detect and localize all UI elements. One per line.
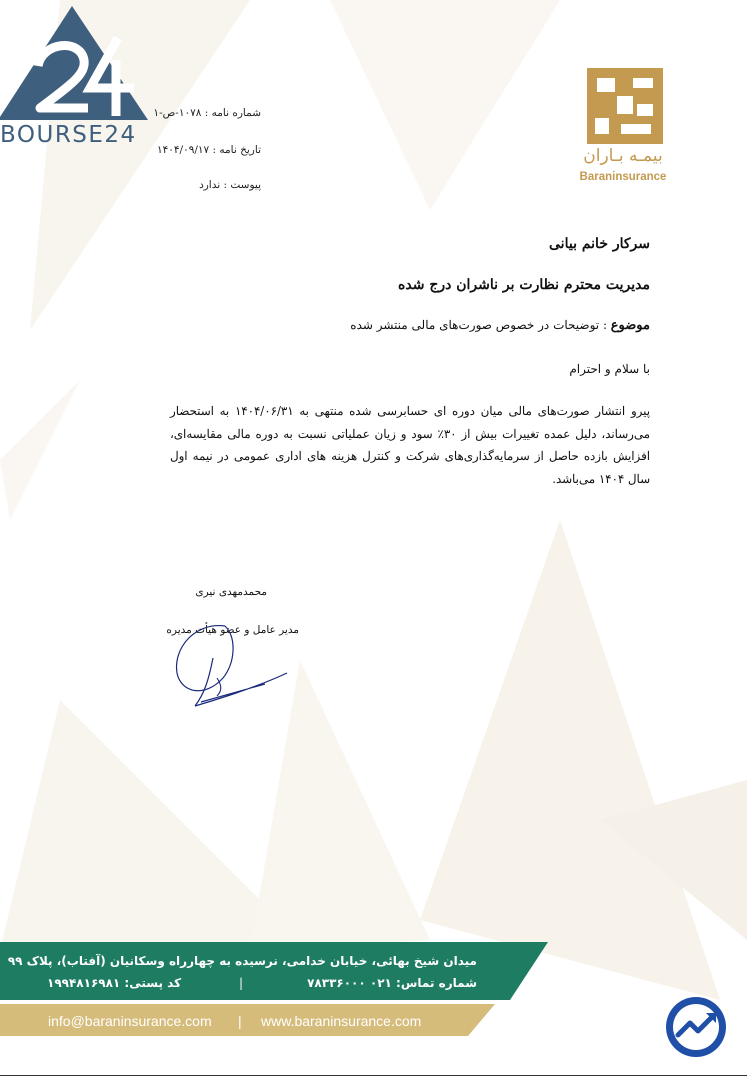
letter-attachment: پیوست : ندارد xyxy=(199,179,261,191)
footer-separator: | xyxy=(239,976,244,990)
handwritten-signature xyxy=(165,618,295,713)
footer-email: info@baraninsurance.com xyxy=(48,1013,212,1029)
recipient: سرکار خانم بیانی xyxy=(549,236,650,252)
subject-label: موضوع xyxy=(610,318,650,333)
bourse24-wordmark: BOURSE24 xyxy=(0,122,137,148)
footer-website: www.baraninsurance.com xyxy=(261,1013,422,1029)
company-name-fa: بیمـه بـاران xyxy=(583,146,663,166)
letter-date: تاریخ نامه : ۱۴۰۴/۰۹/۱۷ xyxy=(156,144,261,156)
signer-name: محمدمهدی نیری xyxy=(195,586,267,598)
company-name-en: Baraninsurance xyxy=(579,171,667,183)
department: مدیریت محترم نظارت بر ناشران درج شده xyxy=(398,277,650,293)
footer-phone: شماره تماس: ۰۲۱ ۷۸۳۳۶۰۰۰ xyxy=(307,976,477,990)
greeting: با سلام و احترام xyxy=(569,362,650,376)
footer-separator: | xyxy=(238,1013,242,1029)
footer-postal-code: کد پستی: ۱۹۹۴۸۱۶۹۸۱ xyxy=(47,976,182,990)
signer-title: مدیر عامل و عضو هیأت مدیره xyxy=(166,624,299,636)
bourse24-logo-icon xyxy=(0,4,150,122)
baran-logo-icon xyxy=(587,68,663,144)
trend-arrow-icon xyxy=(664,995,728,1059)
footer-address: میدان شیخ بهائی، خیابان خدامی، نرسیده به چهارراه وسکانیان (آفتاب)، پلاک ۹۹ xyxy=(7,954,477,968)
subject-line xyxy=(350,318,650,333)
subject-text: : توضیحات در خصوص صورت‌های مالی منتشر شده xyxy=(350,318,611,332)
letter-body: پیرو انتشار صورت‌های مالی میان دوره ای حسابرسی شده منتهی به ۱۴۰۴/۰۶/۳۱ به استحضار می‌رساند، دلیل عمده تغییرات بیش از ۳۰٪ سود و زیان عملیاتی نسبت به دوره مالی مقایسه‌ای، افزایش بازده حاصل از سرمایه‌گذاری‌های شرکت و کنترل هزینه های اداری عمومی در نیمه اول سال ۱۴۰۴ می‌باشد. xyxy=(170,404,650,486)
letter-number: شماره نامه : ۱۰۷۸-ص-۱ xyxy=(153,107,261,119)
page-bottom-rule xyxy=(0,1075,747,1076)
